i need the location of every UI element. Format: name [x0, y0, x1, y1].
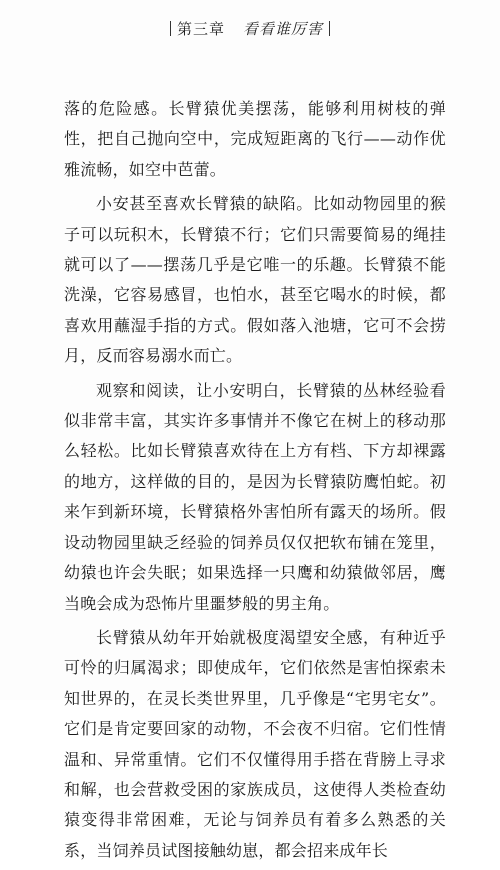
paragraph: 长臂猿从幼年开始就极度渴望安全感，有种近乎可怜的归属渴求；即使成年，它们依然是害怕探索未知世界的，在灵长类世界里，几乎像是“宅男宅女”。它们是肯定要回家的动物，不会夜不归宿。它们性情温和、异常重情。它们不仅懂得用手搭在背膀上寻求和解，也会营救受困的家族成员，这使得人类检查幼猿变得非常困难，无论与饲养员有着多么熟悉的关系，当饲养员试图接触幼崽，都会招来成年长: [64, 627, 446, 860]
paragraph: 观察和阅读，让小安明白，长臂猿的丛林经验看似非常丰富，其实许多事情并不像它在树上的移动那么轻松。比如长臂猿喜欢待在上方有档、下方却裸露的地方，这样做的目的，是因为长臂猿防鹰怕蛇。初来乍到新环境，长臂猿格外害怕所有露天的场所。假设动物园里缺乏经验的饲养员仅仅把软布铺在笼里，幼猿也许会失眠；如果选择一只鹰和幼猿做邻居，鹰当晚会成为恐怖片里噩梦般的男主角。: [64, 380, 446, 613]
header-right-rule: [329, 21, 330, 36]
header-left-rule: [170, 21, 171, 36]
paragraph-continued: 落的危险感。长臂猿优美摆荡，能够利用树枝的弹性，把自己抛向空中，完成短距离的飞行——动作优雅流畅，如空中芭蕾。: [64, 99, 446, 179]
chapter-title: 看看谁厉害: [243, 20, 324, 38]
chapter-label: 第三章: [176, 20, 225, 38]
body-text: [64, 94, 446, 870]
paragraph: 小安甚至喜欢长臂猿的缺陷。比如动物园里的猴子可以玩积木，长臂猿不行；它们只需要简易的绳挂就可以了——摆荡几乎是它唯一的乐趣。长臂猿不能洗澡，它容易感冒，也怕水，甚至它喝水的时候，都喜欢用蘸湿手指的方式。假如落入池塘，它可不会捞月，反而容易溺水而亡。: [64, 194, 446, 366]
running-header: [0, 18, 500, 39]
